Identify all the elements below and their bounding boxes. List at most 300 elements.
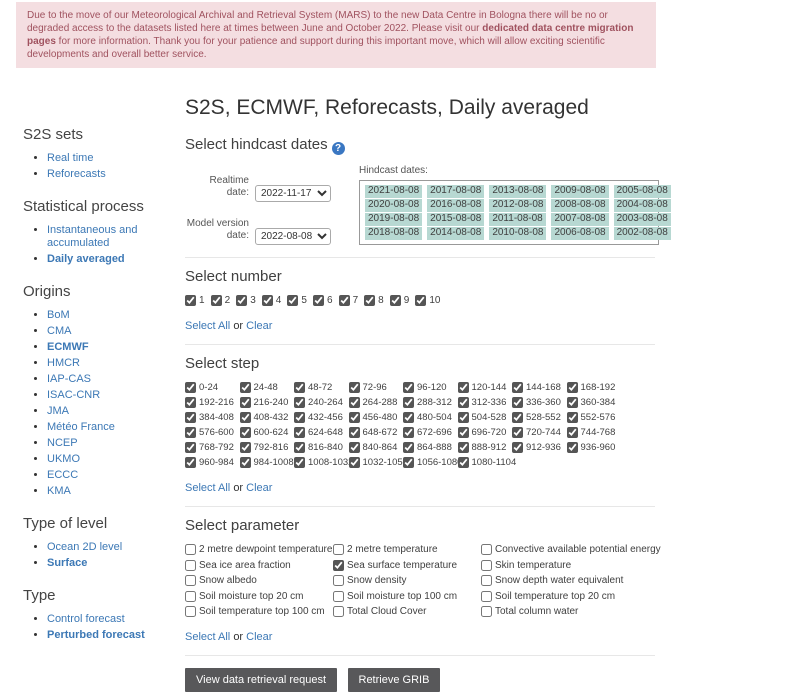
- step-checkbox[interactable]: [458, 412, 469, 423]
- number-checkbox[interactable]: [236, 295, 247, 306]
- parameter-checkbox[interactable]: [481, 575, 492, 586]
- hindcast-date-column: [551, 185, 608, 240]
- sidebar-link[interactable]: Perturbed forecast: [47, 629, 145, 641]
- hindcast-date-option-selected[interactable]: 2020-08-08: [365, 199, 422, 212]
- step-item: [240, 427, 295, 438]
- sidebar-link[interactable]: Surface: [47, 557, 88, 569]
- sidebar-item: [47, 168, 185, 181]
- step-checkbox[interactable]: [403, 457, 414, 468]
- view-data-retrieval-request-button[interactable]: View data retrieval request: [185, 668, 337, 692]
- sidebar-link[interactable]: Daily averaged: [47, 253, 125, 265]
- sidebar-link[interactable]: HMCR: [47, 357, 80, 369]
- parameter-label: Convective available potential energy: [495, 544, 661, 555]
- parameter-item: [333, 606, 481, 617]
- parameter-item: [481, 606, 661, 617]
- section-divider: [185, 506, 655, 507]
- step-label: 168-192: [580, 382, 616, 393]
- parameter-item: [333, 560, 481, 571]
- step-label: 360-384: [580, 397, 616, 408]
- parameter-checkbox[interactable]: [481, 591, 492, 602]
- sidebar-link[interactable]: NCEP: [47, 437, 78, 449]
- number-item: [211, 295, 237, 306]
- step-checkbox[interactable]: [567, 397, 578, 408]
- action-buttons: [185, 668, 655, 692]
- number-item: [415, 295, 441, 306]
- step-checkbox[interactable]: [567, 427, 578, 438]
- step-checkbox[interactable]: [294, 382, 305, 393]
- step-label: 528-552: [526, 412, 561, 423]
- hindcast-date-option-selected[interactable]: 2009-08-08: [551, 185, 608, 198]
- step-checkbox[interactable]: [458, 397, 469, 408]
- sidebar-link[interactable]: IAP-CAS: [47, 373, 92, 385]
- hindcast-date-option-selected[interactable]: 2018-08-08: [365, 227, 422, 240]
- parameter-checkbox[interactable]: [333, 606, 344, 617]
- parameter-checkbox[interactable]: [185, 575, 196, 586]
- step-item: [458, 412, 513, 423]
- sidebar-section-title: S2S sets: [23, 126, 84, 143]
- parameter-item: [333, 544, 481, 555]
- hindcast-date-option-selected[interactable]: 2016-08-08: [427, 199, 484, 212]
- step-label: 504-528: [471, 412, 507, 423]
- step-item: [240, 457, 295, 468]
- step-checkbox[interactable]: [294, 397, 305, 408]
- number-select-all-link[interactable]: Select All: [185, 320, 231, 332]
- section-divider: [185, 344, 655, 345]
- parameter-label: Skin temperature: [495, 559, 572, 571]
- parameter-select-all-link[interactable]: Select All: [185, 631, 231, 643]
- step-label: 384-408: [199, 412, 234, 423]
- parameter-label: Snow albedo: [199, 575, 257, 586]
- parameter-checkbox[interactable]: [185, 544, 196, 555]
- realtime-date-label: Realtime date:: [209, 174, 249, 198]
- step-item: [512, 382, 567, 393]
- hindcast-date-column: [489, 185, 546, 240]
- step-item: [185, 442, 240, 453]
- number-checkbox[interactable]: [313, 295, 324, 306]
- number-checkbox[interactable]: [339, 295, 350, 306]
- step-label: 480-504: [417, 412, 452, 423]
- step-checkbox[interactable]: [294, 457, 305, 468]
- step-label: 816-840: [308, 442, 343, 453]
- parameter-checkbox[interactable]: [333, 544, 344, 555]
- parameter-item: [481, 591, 661, 602]
- banner-text-before: Due to the move of our Meteorological Archival and Retrieval System (MARS) to the new Data Centre in Bologna there will be no or degraded access to the datasets listed here at times between June and October 2022. Please visit our: [27, 10, 608, 34]
- parameter-label: Total column water: [495, 606, 579, 617]
- step-item: [185, 427, 240, 438]
- step-item: [294, 442, 349, 453]
- sidebar-link[interactable]: UKMO: [47, 453, 80, 465]
- hindcast-date-option-selected[interactable]: 2003-08-08: [614, 213, 671, 226]
- hindcast-date-option-selected[interactable]: 2014-08-08: [427, 227, 484, 240]
- sidebar-link[interactable]: ISAC-CNR: [47, 389, 101, 401]
- step-label: 696-720: [471, 427, 507, 438]
- step-checkbox[interactable]: [403, 382, 414, 393]
- banner-text-after: for more information. Thank you for your patience and support during this important move, which will allow exciting scientific developments and overall better service.: [27, 36, 605, 60]
- number-clear-link[interactable]: Clear: [246, 320, 273, 332]
- parameter-select-links: Select All or Clear: [185, 631, 273, 643]
- sidebar-link[interactable]: Control forecast: [47, 613, 125, 625]
- step-checkbox[interactable]: [185, 397, 196, 408]
- number-select-links: Select All or Clear: [185, 320, 273, 332]
- number-checkbox[interactable]: [287, 295, 298, 306]
- step-label: 408-432: [253, 412, 289, 423]
- step-checkbox[interactable]: [240, 397, 251, 408]
- number-checkbox[interactable]: [262, 295, 273, 306]
- step-label: 72-96: [362, 382, 387, 393]
- sidebar-nav: [23, 68, 185, 692]
- step-label: 720-744: [526, 427, 561, 438]
- step-checkbox[interactable]: [567, 382, 578, 393]
- step-label: 600-624: [253, 427, 289, 438]
- number-item: [364, 295, 390, 306]
- step-item: [512, 442, 567, 453]
- step-checkbox[interactable]: [185, 427, 196, 438]
- parameter-label: 2 metre dewpoint temperature: [199, 544, 333, 555]
- step-checkbox[interactable]: [458, 382, 469, 393]
- parameter-clear-link[interactable]: Clear: [246, 631, 273, 643]
- number-item: [185, 295, 211, 306]
- step-checkbox[interactable]: [294, 427, 305, 438]
- step-item: [567, 442, 622, 453]
- sidebar-section: [23, 283, 185, 498]
- step-item: [567, 412, 622, 423]
- number-label: 1: [199, 295, 205, 306]
- number-item: [313, 295, 339, 306]
- step-checkbox[interactable]: [240, 412, 251, 423]
- number-item: [390, 295, 416, 306]
- step-item: [403, 412, 458, 423]
- sidebar-item: [47, 341, 185, 354]
- hindcast-dates-label: Hindcast dates:: [359, 165, 428, 176]
- step-label: 792-816: [253, 442, 289, 453]
- sidebar-item: [47, 325, 185, 338]
- parameter-checkbox[interactable]: [481, 606, 492, 617]
- number-checkbox-group: [185, 295, 655, 306]
- migration-warning-banner: [16, 2, 656, 68]
- step-label: 624-648: [308, 427, 343, 438]
- parameter-item: [481, 560, 661, 571]
- step-item: [458, 457, 517, 468]
- step-item: [349, 412, 404, 423]
- hindcast-date-option-selected[interactable]: 2010-08-08: [489, 227, 546, 240]
- step-checkbox[interactable]: [349, 457, 360, 468]
- step-item: [240, 382, 295, 393]
- step-section-heading: Select step: [185, 355, 260, 372]
- step-checkbox[interactable]: [185, 457, 196, 468]
- step-checkbox[interactable]: [349, 442, 360, 453]
- sidebar-section: [23, 515, 185, 570]
- number-label: 6: [326, 295, 333, 306]
- hindcast-dates-listbox[interactable]: [359, 180, 668, 245]
- sidebar-item: [47, 557, 185, 570]
- parameter-label: Total Cloud Cover: [347, 606, 427, 617]
- number-label: 5: [301, 295, 307, 306]
- step-item: [458, 442, 513, 453]
- sidebar-section-title: Type of level: [23, 515, 108, 532]
- step-clear-link[interactable]: Clear: [246, 482, 273, 494]
- parameter-label: Snow depth water equivalent: [495, 575, 624, 586]
- step-label: 912-936: [526, 442, 561, 453]
- hindcast-date-option-selected[interactable]: 2005-08-08: [614, 185, 671, 198]
- parameter-item: [185, 560, 333, 571]
- step-checkbox[interactable]: [458, 427, 469, 438]
- parameter-label: Sea surface temperature: [347, 559, 458, 571]
- step-checkbox[interactable]: [512, 442, 523, 453]
- step-label: 1080-1104: [471, 457, 517, 468]
- hindcast-date-option-selected[interactable]: 2015-08-08: [427, 213, 484, 226]
- step-checkbox[interactable]: [403, 427, 414, 438]
- step-item: [294, 427, 349, 438]
- parameter-checkbox[interactable]: [185, 591, 196, 602]
- step-item: [458, 397, 513, 408]
- sidebar-section: [23, 126, 185, 181]
- step-label: 432-456: [308, 412, 343, 423]
- step-label: 1008-1032: [308, 457, 354, 468]
- step-label: 576-600: [199, 427, 234, 438]
- parameter-checkbox[interactable]: [481, 544, 492, 555]
- step-checkbox[interactable]: [512, 412, 523, 423]
- sidebar-item: [47, 373, 185, 386]
- step-item: [458, 382, 513, 393]
- step-item: [240, 442, 295, 453]
- sidebar-link[interactable]: Ocean 2D level: [47, 541, 123, 553]
- parameter-item: [333, 591, 481, 602]
- step-item: [512, 412, 567, 423]
- hindcast-date-option-selected[interactable]: 2013-08-08: [489, 185, 546, 198]
- sidebar-link[interactable]: Météo France: [47, 421, 115, 433]
- step-checkbox[interactable]: [349, 412, 360, 423]
- hindcast-date-option-selected[interactable]: 2002-08-08: [614, 227, 671, 240]
- step-checkbox-group: [185, 382, 655, 468]
- step-select-links: Select All or Clear: [185, 482, 273, 494]
- sidebar-link[interactable]: Reforecasts: [47, 168, 106, 180]
- retrieve-grib-button[interactable]: Retrieve GRIB: [348, 668, 441, 692]
- step-item: [458, 427, 513, 438]
- step-select-all-link[interactable]: Select All: [185, 482, 231, 494]
- step-checkbox[interactable]: [240, 442, 251, 453]
- step-item: [403, 382, 458, 393]
- parameter-item: [481, 575, 661, 586]
- step-label: 240-264: [308, 397, 343, 408]
- number-label: 3: [250, 295, 256, 306]
- parameter-checkbox[interactable]: [333, 560, 344, 571]
- step-item: [349, 427, 404, 438]
- parameter-checkbox[interactable]: [185, 560, 196, 571]
- number-item: [287, 295, 313, 306]
- step-label: 1056-1080: [417, 457, 463, 468]
- sidebar-item: [47, 469, 185, 482]
- step-checkbox[interactable]: [240, 382, 251, 393]
- sidebar-link[interactable]: KMA: [47, 485, 71, 497]
- step-checkbox[interactable]: [567, 442, 578, 453]
- parameter-section-heading: Select parameter: [185, 517, 300, 534]
- step-item: [185, 382, 240, 393]
- parameter-label: 2 metre temperature: [347, 544, 438, 555]
- step-checkbox[interactable]: [458, 442, 469, 453]
- realtime-date-select[interactable]: [255, 185, 331, 202]
- help-icon[interactable]: ?: [332, 142, 345, 155]
- parameter-checkbox[interactable]: [333, 575, 344, 586]
- step-checkbox[interactable]: [349, 427, 360, 438]
- step-item: [349, 397, 404, 408]
- number-checkbox[interactable]: [185, 295, 196, 306]
- sidebar-section: [23, 587, 185, 642]
- step-label: 144-168: [526, 382, 561, 393]
- hindcast-date-column: [365, 185, 422, 240]
- parameter-label: Snow density: [347, 575, 407, 586]
- step-checkbox[interactable]: [567, 412, 578, 423]
- number-item: [236, 295, 262, 306]
- step-item: [403, 442, 458, 453]
- parameter-label: Soil moisture top 100 cm: [347, 590, 458, 602]
- step-item: [512, 427, 567, 438]
- number-checkbox[interactable]: [211, 295, 222, 306]
- number-checkbox[interactable]: [364, 295, 375, 306]
- step-item: [185, 457, 240, 468]
- sidebar-item: [47, 421, 185, 434]
- sidebar-link[interactable]: ECCC: [47, 469, 79, 481]
- sidebar-item: [47, 357, 185, 370]
- step-label: 264-288: [362, 397, 398, 408]
- step-label: 864-888: [417, 442, 452, 453]
- number-label: 2: [224, 295, 231, 306]
- step-label: 24-48: [253, 382, 278, 393]
- step-checkbox[interactable]: [185, 442, 196, 453]
- step-label: 984-1008: [253, 457, 294, 468]
- hindcast-date-option-selected[interactable]: 2019-08-08: [365, 213, 422, 226]
- sidebar-item: [47, 437, 185, 450]
- sidebar-item: [47, 405, 185, 418]
- sidebar-section-title: Statistical process: [23, 198, 144, 215]
- hindcast-date-option-selected[interactable]: 2011-08-08: [489, 213, 546, 226]
- sidebar-link[interactable]: Real time: [47, 152, 94, 164]
- parameter-label: Soil temperature top 20 cm: [495, 590, 616, 602]
- step-checkbox[interactable]: [512, 427, 523, 438]
- sidebar-item: [47, 152, 185, 165]
- sidebar-item: [47, 629, 185, 642]
- step-item: [240, 397, 295, 408]
- step-item: [294, 457, 354, 468]
- sidebar-item: [47, 485, 185, 498]
- step-label: 552-576: [580, 412, 616, 423]
- parameter-checkbox[interactable]: [185, 606, 196, 617]
- step-checkbox[interactable]: [240, 427, 251, 438]
- step-label: 96-120: [417, 382, 447, 393]
- hindcast-date-option-selected[interactable]: 2007-08-08: [551, 213, 608, 226]
- number-label: 4: [275, 295, 282, 306]
- step-checkbox[interactable]: [240, 457, 251, 468]
- step-item: [294, 397, 349, 408]
- step-label: 960-984: [199, 457, 234, 468]
- parameter-item: [185, 606, 333, 617]
- migration-pages-link[interactable]: dedicated data centre migration pages: [27, 23, 634, 47]
- step-item: [403, 397, 458, 408]
- step-item: [403, 427, 458, 438]
- step-label: 216-240: [253, 397, 289, 408]
- step-item: [185, 397, 240, 408]
- step-label: 1032-1056: [362, 457, 408, 468]
- sidebar-link[interactable]: Instantaneous and accumulated: [47, 224, 138, 249]
- parameter-item: [333, 575, 481, 586]
- step-checkbox[interactable]: [349, 382, 360, 393]
- step-checkbox[interactable]: [185, 412, 196, 423]
- number-section-heading: Select number: [185, 268, 282, 285]
- parameter-label: Soil temperature top 100 cm: [199, 606, 325, 617]
- hindcast-date-option-selected[interactable]: 2008-08-08: [551, 199, 608, 212]
- number-checkbox[interactable]: [390, 295, 401, 306]
- step-item: [567, 427, 622, 438]
- section-divider: [185, 655, 655, 656]
- number-label: 10: [429, 295, 441, 306]
- step-label: 456-480: [362, 412, 398, 423]
- number-item: [339, 295, 365, 306]
- sidebar-item: [47, 309, 185, 322]
- number-label: 7: [352, 295, 359, 306]
- number-item: [262, 295, 288, 306]
- step-label: 648-672: [362, 427, 398, 438]
- step-checkbox[interactable]: [294, 442, 305, 453]
- parameter-checkbox-group: [185, 544, 661, 617]
- step-checkbox[interactable]: [403, 397, 414, 408]
- date-selects: [185, 165, 331, 245]
- step-checkbox[interactable]: [403, 442, 414, 453]
- hindcast-dates-group: [359, 165, 668, 245]
- step-checkbox[interactable]: [512, 382, 523, 393]
- step-checkbox[interactable]: [403, 412, 414, 423]
- step-label: 120-144: [471, 382, 507, 393]
- step-label: 192-216: [199, 397, 234, 408]
- step-label: 744-768: [580, 427, 616, 438]
- main-content: [185, 68, 668, 692]
- step-item: [294, 412, 349, 423]
- parameter-checkbox[interactable]: [481, 560, 492, 571]
- sidebar-item: [47, 253, 185, 266]
- parameter-item: [185, 575, 333, 586]
- parameter-label: Soil moisture top 20 cm: [199, 590, 304, 602]
- hindcast-section-heading: Select hindcast dates ?: [185, 136, 655, 155]
- step-label: 768-792: [199, 442, 234, 453]
- hindcast-date-option-selected[interactable]: 2006-08-08: [551, 227, 608, 240]
- step-item: [349, 457, 408, 468]
- step-checkbox[interactable]: [458, 457, 469, 468]
- hindcast-date-option-selected[interactable]: 2004-08-08: [614, 199, 671, 212]
- model-version-date-select[interactable]: [255, 228, 331, 245]
- sidebar-link[interactable]: JMA: [47, 405, 69, 417]
- page-title: S2S, ECMWF, Reforecasts, Daily averaged: [185, 96, 589, 119]
- parameter-checkbox[interactable]: [333, 591, 344, 602]
- hindcast-date-option-selected[interactable]: 2021-08-08: [365, 185, 422, 198]
- step-label: 936-960: [580, 442, 616, 453]
- sidebar-link[interactable]: CMA: [47, 325, 72, 337]
- hindcast-date-option-selected[interactable]: 2012-08-08: [489, 199, 546, 212]
- hindcast-date-option-selected[interactable]: 2017-08-08: [427, 185, 484, 198]
- hindcast-form: [185, 165, 668, 245]
- number-checkbox[interactable]: [415, 295, 426, 306]
- sidebar-section: [23, 198, 185, 266]
- step-checkbox[interactable]: [349, 397, 360, 408]
- step-item: [240, 412, 295, 423]
- sidebar-link[interactable]: BoM: [47, 309, 70, 321]
- sidebar-item: [47, 613, 185, 626]
- sidebar-link[interactable]: ECMWF: [47, 341, 89, 353]
- step-label: 840-864: [362, 442, 398, 453]
- hindcast-date-column: [614, 185, 671, 240]
- parameter-item: [481, 544, 661, 555]
- step-checkbox[interactable]: [185, 382, 196, 393]
- step-checkbox[interactable]: [512, 397, 523, 408]
- step-checkbox[interactable]: [294, 412, 305, 423]
- step-item: [567, 382, 622, 393]
